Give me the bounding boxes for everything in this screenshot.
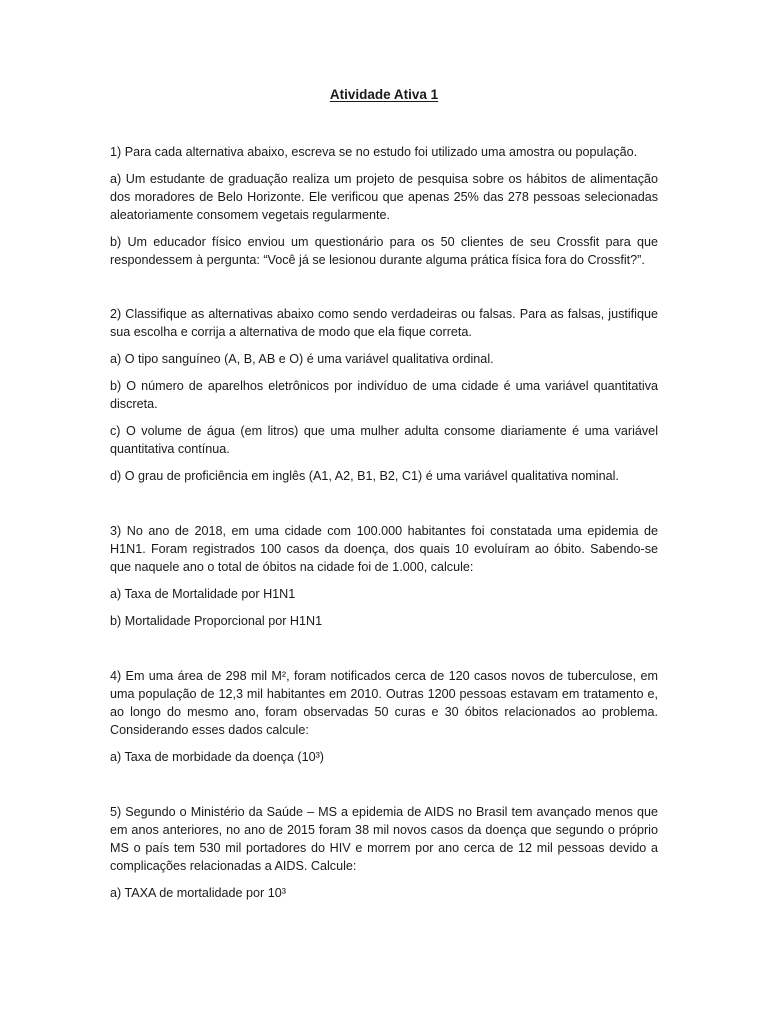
document-title: Atividade Ativa 1 (329, 87, 439, 102)
question-3-item-b: b) Mortalidade Proporcional por H1N1 (110, 614, 323, 628)
question-2-item-b: b) O número de aparelhos eletrônicos por indivíduo de uma cidade é uma variável quantitativa discreta. (110, 379, 658, 411)
question-5-prompt: 5) Segundo o Ministério da Saúde – MS a epidemia de AIDS no Brasil tem avançado menos que em anos anteriores, no ano de 2015 foram 38 mil novos casos da doença que segundo o próprio MS o país tem 530 mil portadores do HIV e morrem por ano cerca de 12 mil pessoas devido a complicações relacionadas a AIDS. Calcule: (110, 805, 658, 873)
question-2-item-a: a) O tipo sanguíneo (A, B, AB e O) é uma variável qualitativa ordinal. (110, 352, 494, 366)
question-4-item-a: a) Taxa de morbidade da doença (10³) (110, 750, 324, 764)
question-2-prompt: 2) Classifique as alternativas abaixo como sendo verdadeiras ou falsas. Para as falsas, justifique sua escolha e corrija a alternativa de modo que ela fique correta. (110, 307, 658, 339)
question-3-item-a: a) Taxa de Mortalidade por H1N1 (110, 587, 296, 601)
question-5-item-a: a) TAXA de mortalidade por 10³ (110, 886, 286, 900)
question-4-prompt: 4) Em uma área de 298 mil M², foram notificados cerca de 120 casos novos de tuberculose, em uma população de 12,3 mil habitantes em 2010. Outras 1200 pessoas estavam em tratamento e, ao longo do mesmo ano, foram observadas 50 curas e 30 óbitos relacionados ao problema. Considerando esses dados calcule: (110, 669, 658, 737)
question-2-item-d: d) O grau de proficiência em inglês (A1, A2, B1, B2, C1) é uma variável qualitativa nominal. (110, 469, 619, 483)
question-1-item-a: a) Um estudante de graduação realiza um projeto de pesquisa sobre os hábitos de alimentação dos moradores de Belo Horizonte. Ele verificou que apenas 25% das 278 pessoas selecionadas aleatoriamente consomem vegetais regularmente. (110, 172, 658, 222)
question-3-prompt: 3) No ano de 2018, em uma cidade com 100.000 habitantes foi constatada uma epidemia de H1N1. Foram registrados 100 casos da doença, dos quais 10 evoluíram ao óbito. Sabendo-se que naquele ano o total de óbitos na cidade foi de 1.000, calcule: (110, 524, 658, 574)
question-1-prompt: 1) Para cada alternativa abaixo, escreva se no estudo foi utilizado uma amostra ou população. (110, 145, 638, 159)
question-1-item-b: b) Um educador físico enviou um questionário para os 50 clientes de seu Crossfit para que respondessem à pergunta: “Você já se lesionou durante alguma prática física fora do Crossfit?”. (110, 235, 658, 267)
question-2-item-c: c) O volume de água (em litros) que uma mulher adulta consome diariamente é uma variável quantitativa contínua. (110, 424, 658, 456)
